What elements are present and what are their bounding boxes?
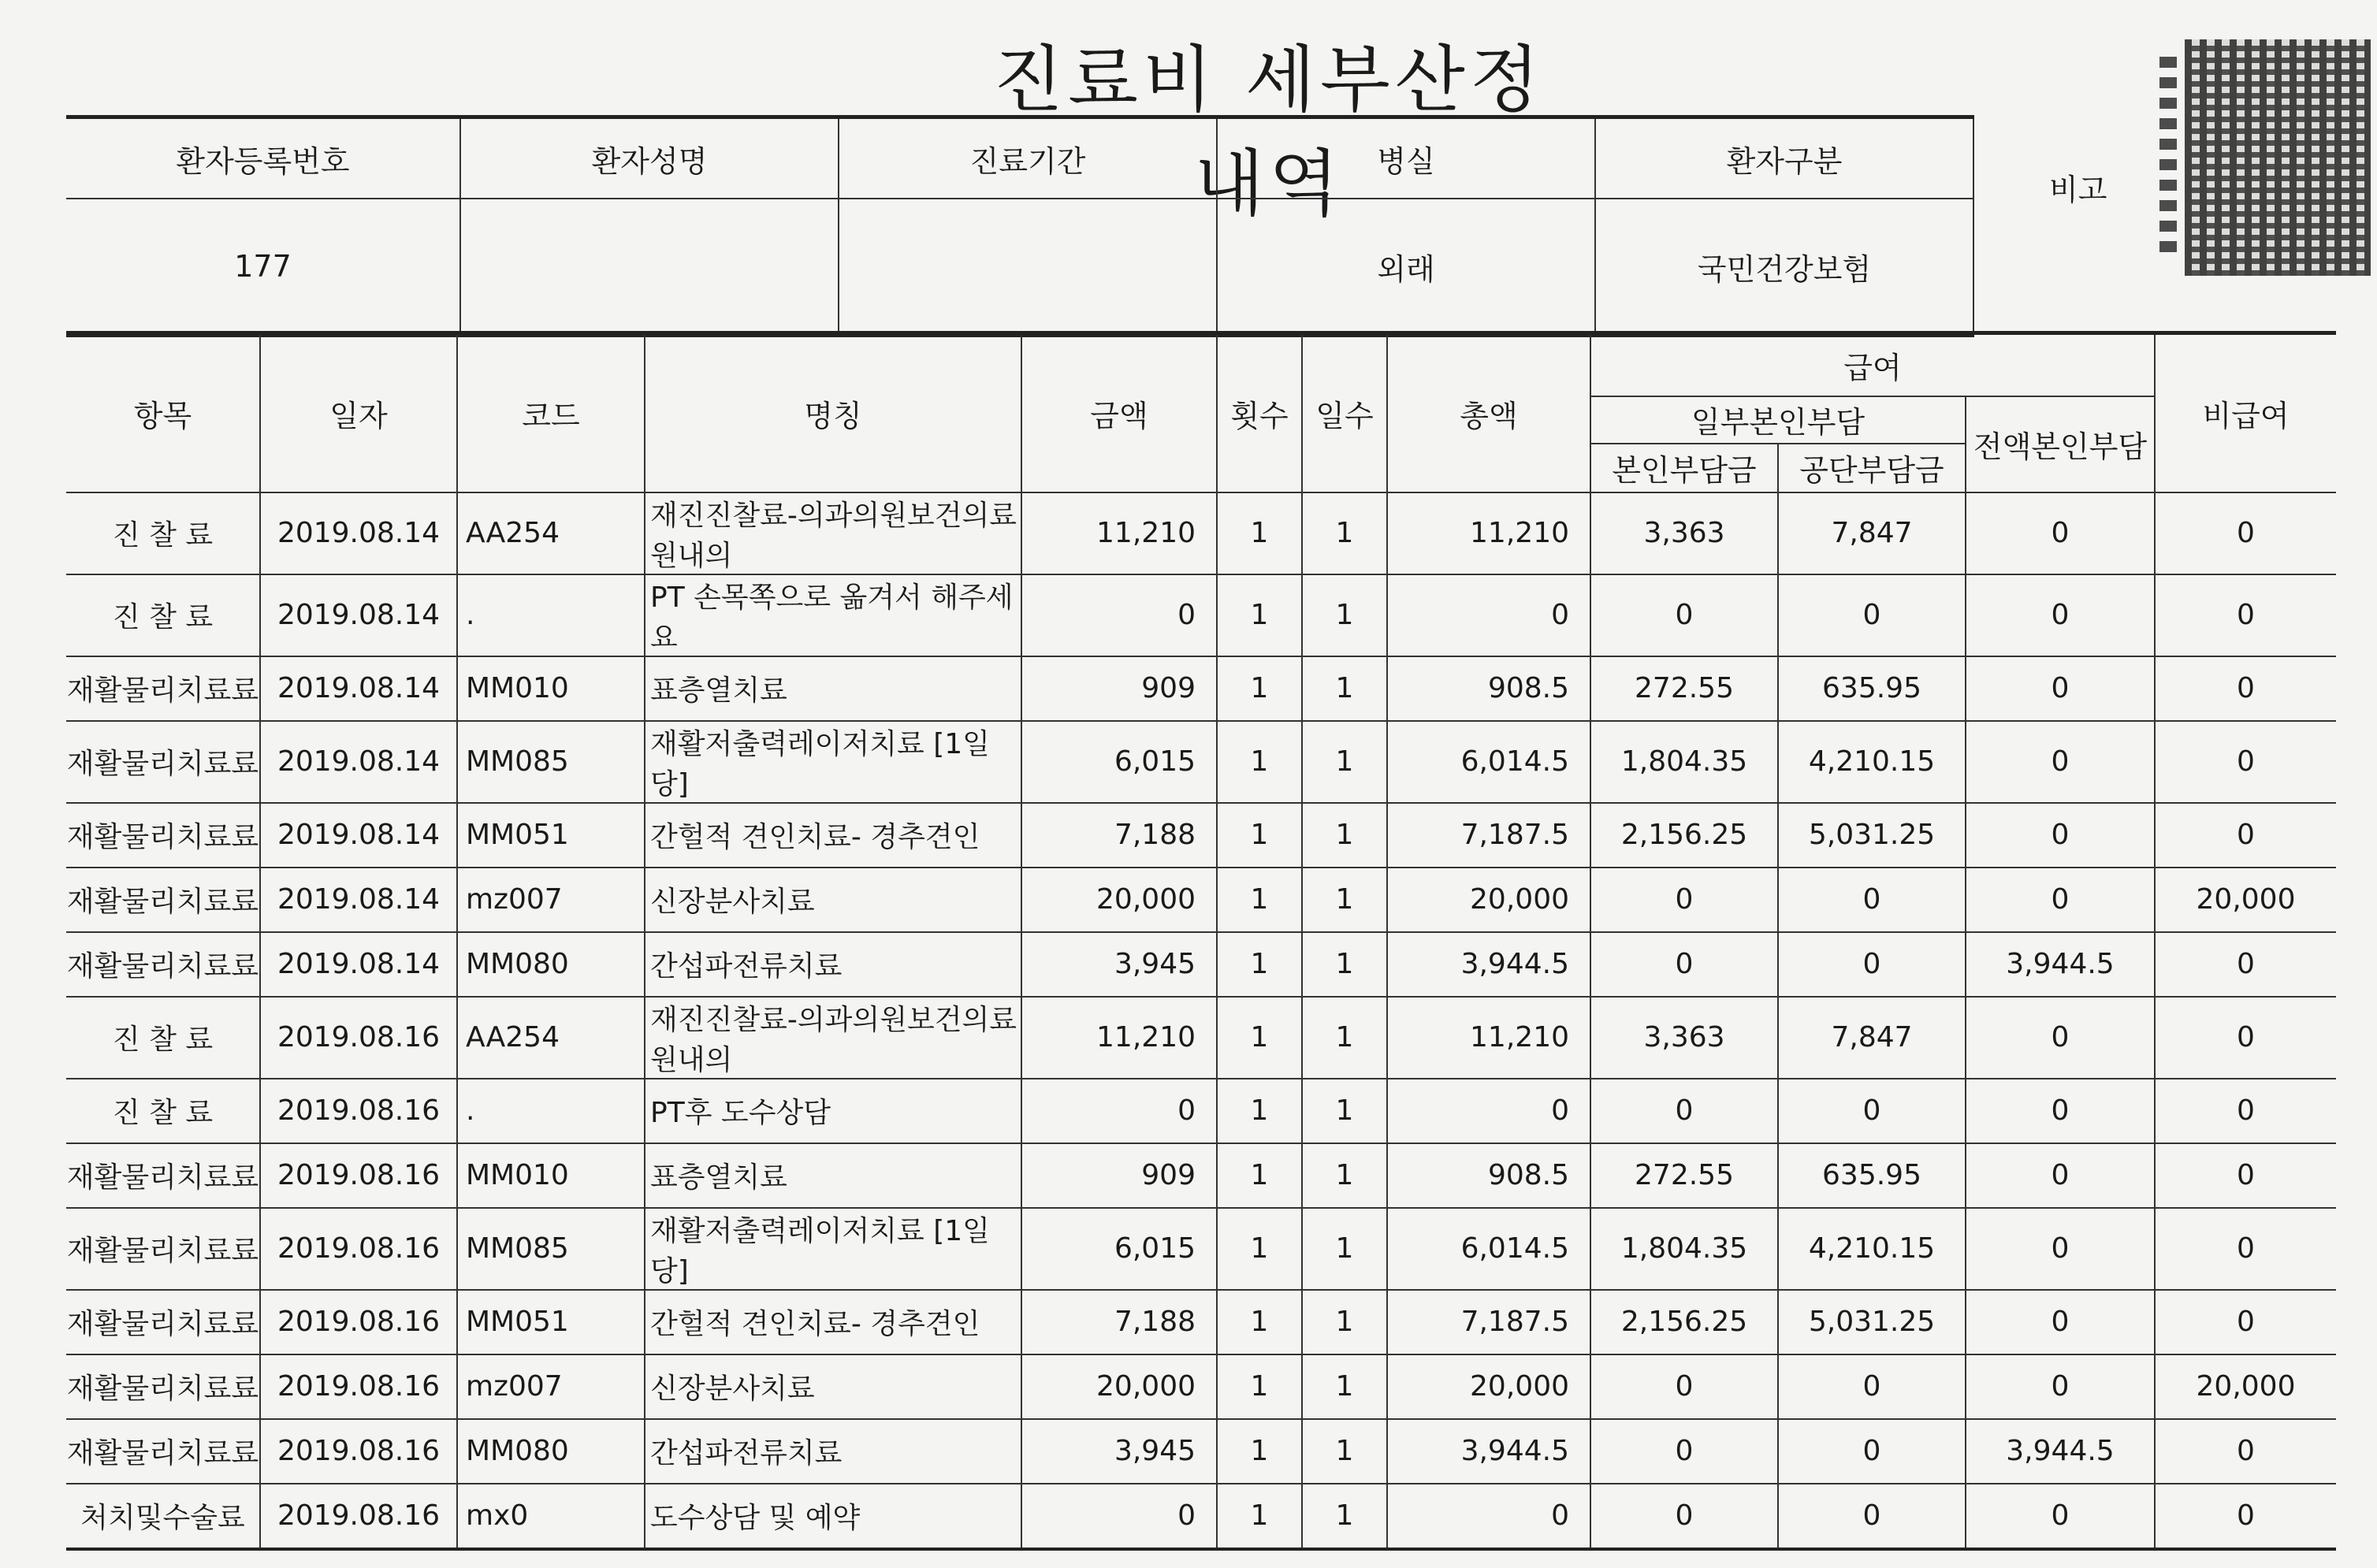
name-cell: 재진진찰료-의과의원보건의료원내의	[645, 492, 1021, 574]
full-copay-cell: 0	[1966, 1143, 2155, 1208]
full-copay-cell: 0	[1966, 868, 2155, 932]
code-cell: MM080	[457, 932, 645, 997]
count-cell: 1	[1217, 721, 1302, 803]
table-row	[66, 1143, 2336, 1208]
name-cell: 재활저출력레이저치료 [1일당]	[645, 1208, 1021, 1290]
amount-cell: 3,945	[1021, 932, 1217, 997]
table-row	[66, 1079, 2336, 1143]
code-cell: MM051	[457, 803, 645, 868]
col-non-covered: 비급여	[2155, 333, 2336, 492]
code-cell: mz007	[457, 1354, 645, 1419]
col-name: 명칭	[645, 333, 1021, 492]
table-row	[66, 1354, 2336, 1419]
days-cell: 1	[1302, 932, 1387, 997]
date-cell: 2019.08.16	[260, 1143, 457, 1208]
qr-code	[2185, 39, 2371, 276]
days-cell: 1	[1302, 721, 1387, 803]
total-cell: 3,944.5	[1387, 932, 1590, 997]
name-cell: 간헐적 견인치료- 경추견인	[645, 803, 1021, 868]
total-cell: 7,187.5	[1387, 1290, 1590, 1354]
insurer-pay-cell: 635.95	[1778, 656, 1966, 721]
item-cell: 재활물리치료료	[66, 1290, 260, 1354]
days-cell: 1	[1302, 997, 1387, 1079]
days-cell: 1	[1302, 1419, 1387, 1484]
insurer-pay-cell: 5,031.25	[1778, 803, 1966, 868]
date-cell: 2019.08.16	[260, 997, 457, 1079]
total-cell: 6,014.5	[1387, 1208, 1590, 1290]
fee-rows	[66, 492, 2336, 1549]
non-covered-cell: 20,000	[2155, 1354, 2336, 1419]
name-cell: 간섭파전류치료	[645, 1419, 1021, 1484]
non-covered-cell: 0	[2155, 1484, 2336, 1549]
amount-cell: 7,188	[1021, 803, 1217, 868]
item-cell: 진 찰 료	[66, 997, 260, 1079]
name-cell: 재진진찰료-의과의원보건의료원내의	[645, 997, 1021, 1079]
table-row	[66, 1419, 2336, 1484]
amount-cell: 11,210	[1021, 492, 1217, 574]
count-cell: 1	[1217, 803, 1302, 868]
non-covered-cell: 20,000	[2155, 868, 2336, 932]
days-cell: 1	[1302, 656, 1387, 721]
table-row	[66, 1290, 2336, 1354]
full-copay-cell: 0	[1966, 574, 2155, 656]
patient-copay-cell: 0	[1590, 1354, 1778, 1419]
header-note: 비고	[2049, 173, 2107, 207]
amount-cell: 3,945	[1021, 1419, 1217, 1484]
date-cell: 2019.08.14	[260, 574, 457, 656]
item-cell: 진 찰 료	[66, 492, 260, 574]
full-copay-cell: 0	[1966, 997, 2155, 1079]
total-cell: 11,210	[1387, 492, 1590, 574]
date-cell: 2019.08.16	[260, 1419, 457, 1484]
full-copay-cell: 0	[1966, 1079, 2155, 1143]
col-days: 일수	[1302, 333, 1387, 492]
date-cell: 2019.08.14	[260, 803, 457, 868]
days-cell: 1	[1302, 1290, 1387, 1354]
count-cell: 1	[1217, 1079, 1302, 1143]
table-row	[66, 868, 2336, 932]
item-cell: 재활물리치료료	[66, 868, 260, 932]
header-patient-type: 환자구분	[1595, 117, 1973, 199]
days-cell: 1	[1302, 1079, 1387, 1143]
table-row	[66, 574, 2336, 656]
non-covered-cell: 0	[2155, 492, 2336, 574]
fee-detail-table	[66, 331, 2336, 1551]
document-title: 진료비 세부산정내역	[993, 38, 1545, 226]
col-item: 항목	[66, 333, 260, 492]
count-cell: 1	[1217, 1208, 1302, 1290]
code-cell: AA254	[457, 492, 645, 574]
item-cell: 재활물리치료료	[66, 1143, 260, 1208]
total-cell: 20,000	[1387, 868, 1590, 932]
date-cell: 2019.08.16	[260, 1484, 457, 1549]
code-cell: MM010	[457, 656, 645, 721]
insurer-pay-cell: 4,210.15	[1778, 721, 1966, 803]
days-cell: 1	[1302, 1484, 1387, 1549]
days-cell: 1	[1302, 868, 1387, 932]
amount-cell: 20,000	[1021, 868, 1217, 932]
insurer-pay-cell: 0	[1778, 574, 1966, 656]
code-cell: .	[457, 574, 645, 656]
table-row	[66, 803, 2336, 868]
insurer-pay-cell: 4,210.15	[1778, 1208, 1966, 1290]
date-cell: 2019.08.14	[260, 656, 457, 721]
non-covered-cell: 0	[2155, 1079, 2336, 1143]
amount-cell: 0	[1021, 574, 1217, 656]
insurer-pay-cell: 0	[1778, 932, 1966, 997]
patient-copay-cell: 2,156.25	[1590, 1290, 1778, 1354]
amount-cell: 6,015	[1021, 1208, 1217, 1290]
non-covered-cell: 0	[2155, 803, 2336, 868]
full-copay-cell: 0	[1966, 1208, 2155, 1290]
patient-copay-cell: 3,363	[1590, 492, 1778, 574]
full-copay-cell: 0	[1966, 803, 2155, 868]
table-row	[66, 1484, 2336, 1549]
amount-cell: 20,000	[1021, 1354, 1217, 1419]
col-amount: 금액	[1021, 333, 1217, 492]
count-cell: 1	[1217, 1290, 1302, 1354]
value-patient-type: 국민건강보험	[1595, 199, 1973, 336]
total-cell: 0	[1387, 574, 1590, 656]
item-cell: 재활물리치료료	[66, 656, 260, 721]
non-covered-cell: 0	[2155, 721, 2336, 803]
code-cell: MM085	[457, 721, 645, 803]
total-cell: 6,014.5	[1387, 721, 1590, 803]
header-room: 병실	[1217, 117, 1595, 199]
non-covered-cell: 0	[2155, 1143, 2336, 1208]
name-cell: PT 손목쪽으로 옮겨서 해주세요	[645, 574, 1021, 656]
days-cell: 1	[1302, 1208, 1387, 1290]
header-patient-name: 환자성명	[460, 117, 839, 199]
patient-copay-cell: 2,156.25	[1590, 803, 1778, 868]
table-row	[66, 721, 2336, 803]
count-cell: 1	[1217, 1143, 1302, 1208]
insurer-pay-cell: 0	[1778, 1079, 1966, 1143]
item-cell: 처치및수술료	[66, 1484, 260, 1549]
patient-copay-cell: 272.55	[1590, 656, 1778, 721]
name-cell: 재활저출력레이저치료 [1일당]	[645, 721, 1021, 803]
non-covered-cell: 0	[2155, 997, 2336, 1079]
item-cell: 재활물리치료료	[66, 1208, 260, 1290]
code-cell: MM010	[457, 1143, 645, 1208]
non-covered-cell: 0	[2155, 932, 2336, 997]
non-covered-cell: 0	[2155, 1419, 2336, 1484]
table-row	[66, 656, 2336, 721]
value-room: 외래	[1217, 199, 1595, 336]
non-covered-cell: 0	[2155, 656, 2336, 721]
code-cell: mz007	[457, 868, 645, 932]
patient-copay-cell: 0	[1590, 932, 1778, 997]
col-insurer-pay: 공단부담금	[1778, 444, 1966, 492]
total-cell: 0	[1387, 1484, 1590, 1549]
full-copay-cell: 0	[1966, 492, 2155, 574]
days-cell: 1	[1302, 492, 1387, 574]
table-row	[66, 492, 2336, 574]
item-cell: 재활물리치료료	[66, 721, 260, 803]
total-cell: 0	[1387, 1079, 1590, 1143]
name-cell: 표층열치료	[645, 1143, 1021, 1208]
full-copay-cell: 0	[1966, 1484, 2155, 1549]
name-cell: 간섭파전류치료	[645, 932, 1021, 997]
amount-cell: 909	[1021, 656, 1217, 721]
insurer-pay-cell: 0	[1778, 868, 1966, 932]
insurer-pay-cell: 5,031.25	[1778, 1290, 1966, 1354]
code-cell: MM085	[457, 1208, 645, 1290]
full-copay-cell: 0	[1966, 721, 2155, 803]
days-cell: 1	[1302, 803, 1387, 868]
total-cell: 20,000	[1387, 1354, 1590, 1419]
col-full-copay: 전액본인부담	[1966, 396, 2155, 492]
date-cell: 2019.08.16	[260, 1290, 457, 1354]
date-cell: 2019.08.14	[260, 868, 457, 932]
insurer-pay-cell: 7,847	[1778, 997, 1966, 1079]
name-cell: 표층열치료	[645, 656, 1021, 721]
full-copay-cell: 3,944.5	[1966, 932, 2155, 997]
name-cell: 신장분사치료	[645, 1354, 1021, 1419]
name-cell: 간헐적 견인치료- 경추견인	[645, 1290, 1021, 1354]
code-cell: mx0	[457, 1484, 645, 1549]
insurer-pay-cell: 0	[1778, 1484, 1966, 1549]
count-cell: 1	[1217, 1419, 1302, 1484]
col-total: 총액	[1387, 333, 1590, 492]
date-cell: 2019.08.16	[260, 1079, 457, 1143]
date-cell: 2019.08.14	[260, 721, 457, 803]
date-cell: 2019.08.16	[260, 1208, 457, 1290]
name-cell: 도수상담 및 예약	[645, 1484, 1021, 1549]
table-row	[66, 997, 2336, 1079]
item-cell: 재활물리치료료	[66, 1354, 260, 1419]
name-cell: PT후 도수상담	[645, 1079, 1021, 1143]
patient-copay-cell: 1,804.35	[1590, 1208, 1778, 1290]
col-code: 코드	[457, 333, 645, 492]
amount-cell: 0	[1021, 1484, 1217, 1549]
insurer-pay-cell: 0	[1778, 1419, 1966, 1484]
patient-copay-cell: 0	[1590, 1419, 1778, 1484]
header-registration-no: 환자등록번호	[66, 117, 460, 199]
patient-info-table	[66, 115, 1974, 337]
code-cell: MM080	[457, 1419, 645, 1484]
date-cell: 2019.08.14	[260, 492, 457, 574]
col-partial-copay: 일부본인부담	[1590, 396, 1966, 444]
name-cell: 신장분사치료	[645, 868, 1021, 932]
total-cell: 908.5	[1387, 1143, 1590, 1208]
item-cell: 재활물리치료료	[66, 932, 260, 997]
amount-cell: 6,015	[1021, 721, 1217, 803]
item-cell: 재활물리치료료	[66, 1419, 260, 1484]
item-cell: 진 찰 료	[66, 1079, 260, 1143]
insurer-pay-cell: 0	[1778, 1354, 1966, 1419]
code-cell: .	[457, 1079, 645, 1143]
amount-cell: 11,210	[1021, 997, 1217, 1079]
count-cell: 1	[1217, 997, 1302, 1079]
item-cell: 재활물리치료료	[66, 803, 260, 868]
patient-copay-cell: 272.55	[1590, 1143, 1778, 1208]
header-period: 진료기간	[839, 117, 1217, 199]
amount-cell: 0	[1021, 1079, 1217, 1143]
insurer-pay-cell: 7,847	[1778, 492, 1966, 574]
non-covered-cell: 0	[2155, 574, 2336, 656]
count-cell: 1	[1217, 868, 1302, 932]
count-cell: 1	[1217, 1484, 1302, 1549]
patient-copay-cell: 0	[1590, 868, 1778, 932]
patient-copay-cell: 3,363	[1590, 997, 1778, 1079]
total-cell: 7,187.5	[1387, 803, 1590, 868]
date-cell: 2019.08.14	[260, 932, 457, 997]
col-patient-copay: 본인부담금	[1590, 444, 1778, 492]
count-cell: 1	[1217, 574, 1302, 656]
insurer-pay-cell: 635.95	[1778, 1143, 1966, 1208]
table-row	[66, 1208, 2336, 1290]
value-patient-name	[460, 199, 839, 336]
count-cell: 1	[1217, 932, 1302, 997]
amount-cell: 909	[1021, 1143, 1217, 1208]
patient-copay-cell: 0	[1590, 1079, 1778, 1143]
non-covered-cell: 0	[2155, 1208, 2336, 1290]
col-covered: 급여	[1590, 333, 2155, 396]
col-date: 일자	[260, 333, 457, 492]
date-cell: 2019.08.16	[260, 1354, 457, 1419]
barcode-side-strip	[2159, 47, 2177, 252]
amount-cell: 7,188	[1021, 1290, 1217, 1354]
code-cell: AA254	[457, 997, 645, 1079]
total-cell: 3,944.5	[1387, 1419, 1590, 1484]
value-registration-no: 177	[66, 199, 460, 336]
code-cell: MM051	[457, 1290, 645, 1354]
count-cell: 1	[1217, 656, 1302, 721]
count-cell: 1	[1217, 492, 1302, 574]
value-period	[839, 199, 1217, 336]
full-copay-cell: 0	[1966, 1354, 2155, 1419]
col-count: 횟수	[1217, 333, 1302, 492]
total-cell: 908.5	[1387, 656, 1590, 721]
count-cell: 1	[1217, 1354, 1302, 1419]
full-copay-cell: 0	[1966, 656, 2155, 721]
patient-copay-cell: 1,804.35	[1590, 721, 1778, 803]
table-row	[66, 932, 2336, 997]
days-cell: 1	[1302, 574, 1387, 656]
days-cell: 1	[1302, 1354, 1387, 1419]
days-cell: 1	[1302, 1143, 1387, 1208]
patient-copay-cell: 0	[1590, 1484, 1778, 1549]
full-copay-cell: 0	[1966, 1290, 2155, 1354]
full-copay-cell: 3,944.5	[1966, 1419, 2155, 1484]
total-cell: 11,210	[1387, 997, 1590, 1079]
item-cell: 진 찰 료	[66, 574, 260, 656]
non-covered-cell: 0	[2155, 1290, 2336, 1354]
patient-copay-cell: 0	[1590, 574, 1778, 656]
